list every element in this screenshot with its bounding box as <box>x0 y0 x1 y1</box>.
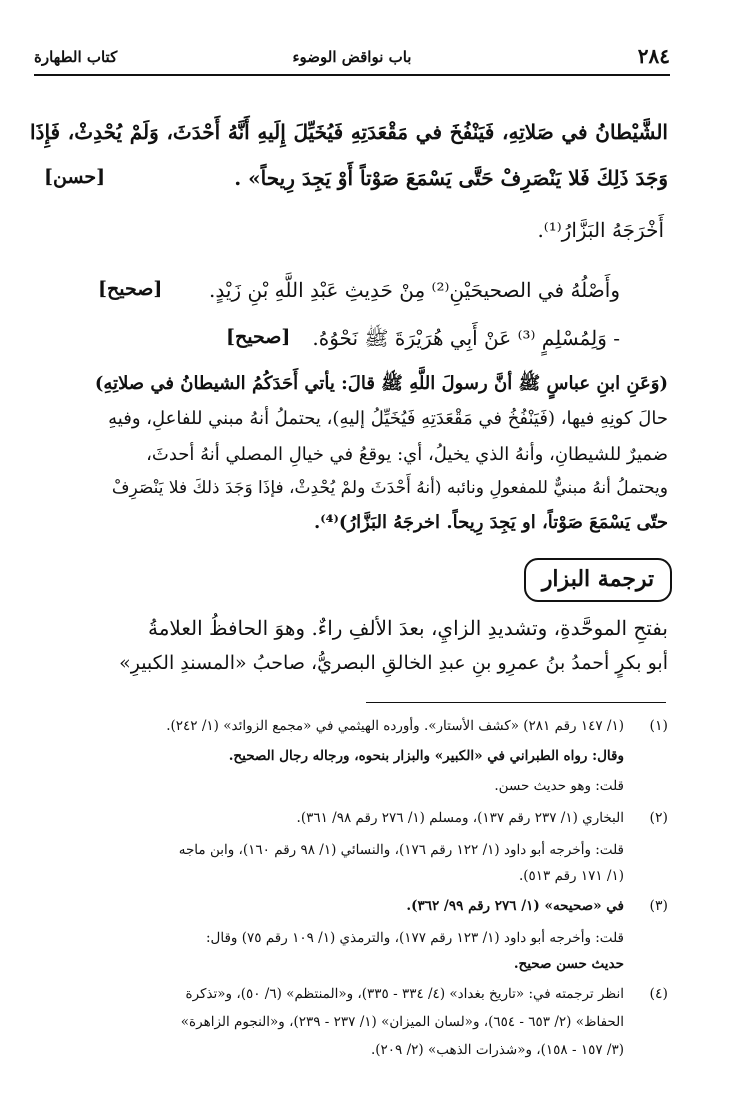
chapter-title: باب نواقض الوضوء <box>292 48 412 66</box>
hadith-line: الشَّيْطانُ في صَلاتِهِ، فَيَنْفُخَ في مَقْعَدَتِهِ فَيُخَيِّلَ إِلَيهِ أَنَّهُ أَحْدَثَ، وَلَمْ يُحْدِثْ، فَإِذَا <box>30 120 668 144</box>
footnote-number: (٢) <box>649 810 668 826</box>
footnote-line: انظر ترجمته في: «تاريخ بغداد» (٤/ ٣٣٤ - ٣٣٥)، و«المنتظم» (٦/ ٥٠)، و«تذكرة <box>185 986 624 1002</box>
commentary-line: ضميرٌ للشيطانِ، وأنهُ الذي يخيلُ، أي: يوقعُ في خيالِ المصلي أنهُ أحدثَ، <box>146 444 668 465</box>
hadith-line: وأَصْلُهُ في الصحيحَيْنِ⁽²⁾ مِنْ حَدِيثِ عَبْدِ اللَّهِ بْنِ زَيْدٍ. <box>209 278 620 302</box>
footnote-number: (٤) <box>649 986 668 1002</box>
commentary-line: حتّى يَسْمَعَ صَوْتاً، او يَجِدَ رِيحاً. اخرجَهُ البَزَّارُ)⁽⁴⁾. <box>314 512 668 533</box>
footnote-line: قلت: وأخرجه أبو داود (١/ ١٢٢ رقم ١٧٦)، والنسائي (١/ ٩٨ رقم ١٦٠)، وابن ماجه <box>178 842 624 858</box>
grade-label: [حسن] <box>44 166 106 188</box>
footnote-line: قلت: وأخرجه أبو داود (١/ ١٢٣ رقم ١٧٧)، والترمذي (١/ ١٠٩ رقم ٧٥) وقال: <box>206 930 624 946</box>
footnote-line: (١/ ١٤٧ رقم ٢٨١) «كشف الأستار». وأورده الهيثمي في «مجمع الزوائد» (١/ ٢٤٢). <box>166 718 624 734</box>
commentary-line: (وَعَنِ ابنِ عباسٍ ﷺ أنَّ رسولَ اللَّهِ ﷺ قالَ: يأتي أَحَدَكُمُ الشيطانُ في صلاتِهِ) <box>94 373 668 394</box>
commentary-line: حالَ كونِهِ فيها، (فَيَنْفُخُ في مَقْعَدَتِهِ فَيُخَيِّلُ إليهِ)، يحتملُ أنهُ مبني للفاعلِ، وفيهِ <box>108 408 668 429</box>
section-title: ترجمة البزار <box>524 558 672 602</box>
book-title: كتاب الطهارة <box>34 48 118 66</box>
footnote-line: (١/ ١٧١ رقم ٥١٣). <box>518 868 624 884</box>
biography-line: بفتحِ الموحَّدةِ، وتشديدِ الزايِ، بعدَ الألفِ راءٌ. وهوَ الحافظُ العلامةُ <box>147 616 668 640</box>
footnote-number: (١) <box>649 718 668 734</box>
hadith-line: - وَلِمُسْلِمٍ ⁽³⁾ عَنْ أَبِي هُرَيْرَةَ ﷺ نَحْوُهُ. <box>312 326 620 350</box>
running-header <box>34 44 670 76</box>
footnote-number: (٣) <box>649 898 668 914</box>
page-number: ٢٨٤ <box>637 44 670 68</box>
footnote-line: (٣/ ١٥٧ - ١٥٨)، و«شذرات الذهب» (٢/ ٢٠٩). <box>370 1042 624 1058</box>
footnote-line: حديث حسن صحيح. <box>513 956 624 972</box>
footnote-divider <box>366 702 666 703</box>
footnote-line: الحفاظ» (٢/ ٦٥٣ - ٦٥٤)، و«لسان الميزان» (١/ ٢٣٧ - ٢٣٩)، و«النجوم الزاهرة» <box>180 1014 624 1030</box>
grade-label: [صحيح] <box>98 278 163 300</box>
grade-label: [صحيح] <box>226 326 291 348</box>
hadith-line: أَخْرَجَهُ البَزَّارُ⁽¹⁾. <box>537 218 664 242</box>
footnote-line: وقال: رواه الطبراني في «الكبير» والبزار بنحوه، ورجاله رجال الصحيح. <box>228 748 624 764</box>
footnote-line: البخاري (١/ ٢٣٧ رقم ١٣٧)، ومسلم (١/ ٢٧٦ رقم ٩٨/ ٣٦١). <box>296 810 624 826</box>
footnote-line: في «صحيحه» (١/ ٢٧٦ رقم ٩٩/ ٣٦٢). <box>406 898 624 914</box>
hadith-line: وَجَدَ ذَلِكَ فَلا يَنْصَرِفْ حَتَّى يَسْمَعَ صَوْتاً أَوْ يَجِدَ رِيحاً» . <box>234 166 668 190</box>
biography-line: أبو بكرٍ أحمدُ بنُ عمرِو بنِ عبدِ الخالقِ البصريُّ، صاحبُ «المسندِ الكبيرِ» <box>119 652 668 674</box>
commentary-line: ويحتملُ أنهُ مبنيٌّ للمفعولِ ونائبه (أنهُ أَحْدَثَ ولمْ يُحْدِثْ، فإذَا وَجَدَ ذلكَ فلا يَنْصَرِفْ <box>111 478 668 498</box>
footnote-line: قلت: وهو حديث حسن. <box>494 778 624 794</box>
